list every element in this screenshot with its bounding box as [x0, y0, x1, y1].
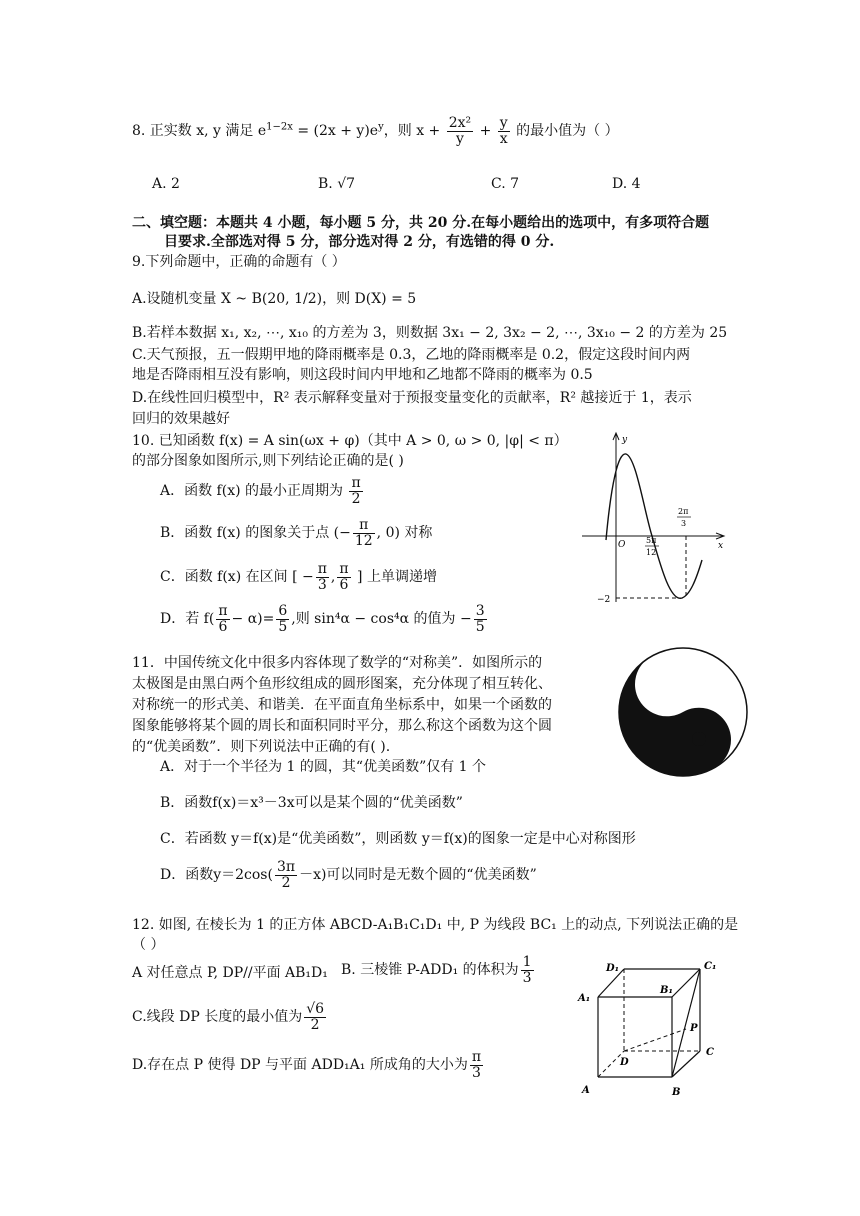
- q8-option-d: D. 4: [612, 176, 641, 192]
- q11-option-c: C．若函数 y＝f(x)是“优美函数”，则函数 y＝f(x)的图象一定是中心对称图形: [160, 831, 636, 847]
- tick-2pi3-num: 2π: [678, 507, 689, 516]
- q10-option-a: A．函数 f(x) 的最小正周期为 $\frac{\pi}{2}$: [160, 475, 361, 507]
- taiji-figure: [613, 642, 753, 782]
- x-axis-label: x: [718, 541, 724, 551]
- q9-stem: 9.下列命题中，正确的命题有（ ）: [132, 254, 346, 270]
- q10-stem-line2: 的部分图象如图所示,则下列结论正确的是( ): [132, 453, 404, 469]
- q12-option-d: D.存在点 P 使得 DP 与平面 ADD₁A₁ 所成角的大小为 $\frac{\pi}{3}$: [132, 1049, 482, 1081]
- y-axis-label: y: [622, 435, 628, 445]
- vertex-A: A: [582, 1085, 590, 1096]
- sine-graph-figure: [578, 430, 728, 610]
- section-heading-line1: 二、填空题：本题共 4 小题，每小题 5 分，共 20 分.在每小题给出的选项中，有多项符合题: [132, 215, 710, 231]
- section-heading-line2: 目要求.全部选对得 5 分，部分选对得 2 分，有选错的得 0 分.: [164, 234, 555, 250]
- q11-option-a: A．对于一个半径为 1 的圆，其“优美函数”仅有 1 个: [160, 759, 487, 775]
- q12-stem-line2: （ ）: [132, 937, 165, 953]
- q11-stem-line4: 图象能够将某个圆的周长和面积同时平分，那么称这个函数为这个圆: [132, 718, 552, 734]
- origin-label: O: [618, 540, 626, 550]
- q11-stem-line5: 的“优美函数”．则下列说法中正确的有( ).: [132, 739, 391, 755]
- vertex-B1: B₁: [660, 985, 673, 996]
- q10-option-b: B．函数 f(x) 的图象关于点 (− $\frac{\pi}{12}$ , 0) 对称: [160, 517, 433, 549]
- cube-figure: [572, 955, 732, 1105]
- q11-stem-line2: 太极图是由黑白两个鱼形纹组成的圆形图案，充分体现了相互转化、: [132, 676, 552, 692]
- q11-option-b: B．函数f(x)＝x³－3x可以是某个圆的“优美函数”: [160, 795, 463, 811]
- q12-option-a: A 对任意点 P, DP//平面 AB₁D₁: [132, 965, 328, 981]
- q9-option-a: A.设随机变量 X ~ B(20, 1/2)，则 D(X) = 5: [132, 291, 417, 307]
- taiji-black-dot: [692, 732, 706, 746]
- point-P: P: [690, 1023, 698, 1034]
- taiji-white-dot: [660, 678, 674, 692]
- vertex-C1: C₁: [704, 961, 717, 972]
- q12-stem-line1: 12. 如图, 在棱长为 1 的正方体 ABCD-A₁B₁C₁D₁ 中, P 为线段 BC₁ 上的动点, 下列说法正确的是: [132, 917, 739, 933]
- q11-stem-line3: 对称统一的形式美、和谐美．在平面直角坐标系中，如果一个函数的: [132, 697, 552, 713]
- q12-option-b: B. 三棱锥 P-ADD₁ 的体积为 $\frac{1}{3}$: [341, 954, 532, 986]
- q11-option-d: D．函数y＝2cos( $\frac{3\pi}{2}$ －x)可以同时是无数个圆的“优美函数”: [160, 859, 537, 891]
- tick-neg2: −2: [597, 595, 611, 605]
- vertex-A1: A₁: [578, 993, 591, 1004]
- vertex-D: D: [620, 1057, 629, 1068]
- q10-option-c: C．函数 f(x) 在区间 [ − $\frac{\pi}{3}$ , $\frac{\pi}{6}$ ] 上单调递增: [160, 561, 437, 593]
- q10-option-d: D．若 f( $\frac{\pi}{6}$ − α)= $\frac{6}{5}$ ,则 sin⁴α − cos⁴α 的值为 − $\frac{3}{5}$: [160, 603, 485, 635]
- tick-2pi3-den: 3: [681, 519, 687, 528]
- q8-option-c: C. 7: [491, 176, 520, 192]
- vertex-D1: D₁: [606, 963, 620, 974]
- q9-option-d-line2: 回归的效果越好: [132, 411, 230, 427]
- q9-option-c-line2: 地是否降雨相互没有影响，则这段时间内甲地和乙地都不降雨的概率为 0.5: [132, 367, 593, 383]
- q11-stem-line1: 11．中国传统文化中很多内容体现了数学的“对称美”．如图所示的: [132, 655, 543, 671]
- q8-option-a: A. 2: [152, 176, 180, 192]
- q9-option-d-line1: D.在线性回归模型中，R² 表示解释变量对于预报变量变化的贡献率，R² 越接近于 1，表示: [132, 390, 692, 406]
- q9-option-b: B.若样本数据 x₁, x₂, ⋯, x₁₀ 的方差为 3，则数据 3x₁ − 2, 3x₂ − 2, ⋯, 3x₁₀ − 2 的方差为 25: [132, 325, 728, 341]
- q10-stem-line1: 10. 已知函数 f(x) = A sin(ωx + φ)（其中 A > 0, ω > 0, |φ| < π）: [132, 433, 568, 449]
- q8-option-b: B. √7: [318, 176, 356, 192]
- sine-curve: [606, 454, 702, 598]
- tick-5pi12-den: 12: [646, 548, 657, 557]
- q12-option-c: C.线段 DP 长度的最小值为 $\frac{√6}{2}$: [132, 1001, 325, 1033]
- q8-stem: 8. 正实数 x, y 满足 $e^{1-2x} = (2x + y)e^y$，则 x + $\frac{\text{2x²}}{y}$ + $\frac{y}{x}$ 的最小值为（ ）: [132, 115, 619, 147]
- tick-5pi12-num: 5π: [646, 536, 657, 545]
- vertex-C: C: [706, 1047, 714, 1058]
- q9-option-c-line1: C.天气预报，五一假期甲地的降雨概率是 0.3，乙地的降雨概率是 0.2，假定这段时间内两: [132, 347, 691, 363]
- vertex-B: B: [672, 1087, 681, 1098]
